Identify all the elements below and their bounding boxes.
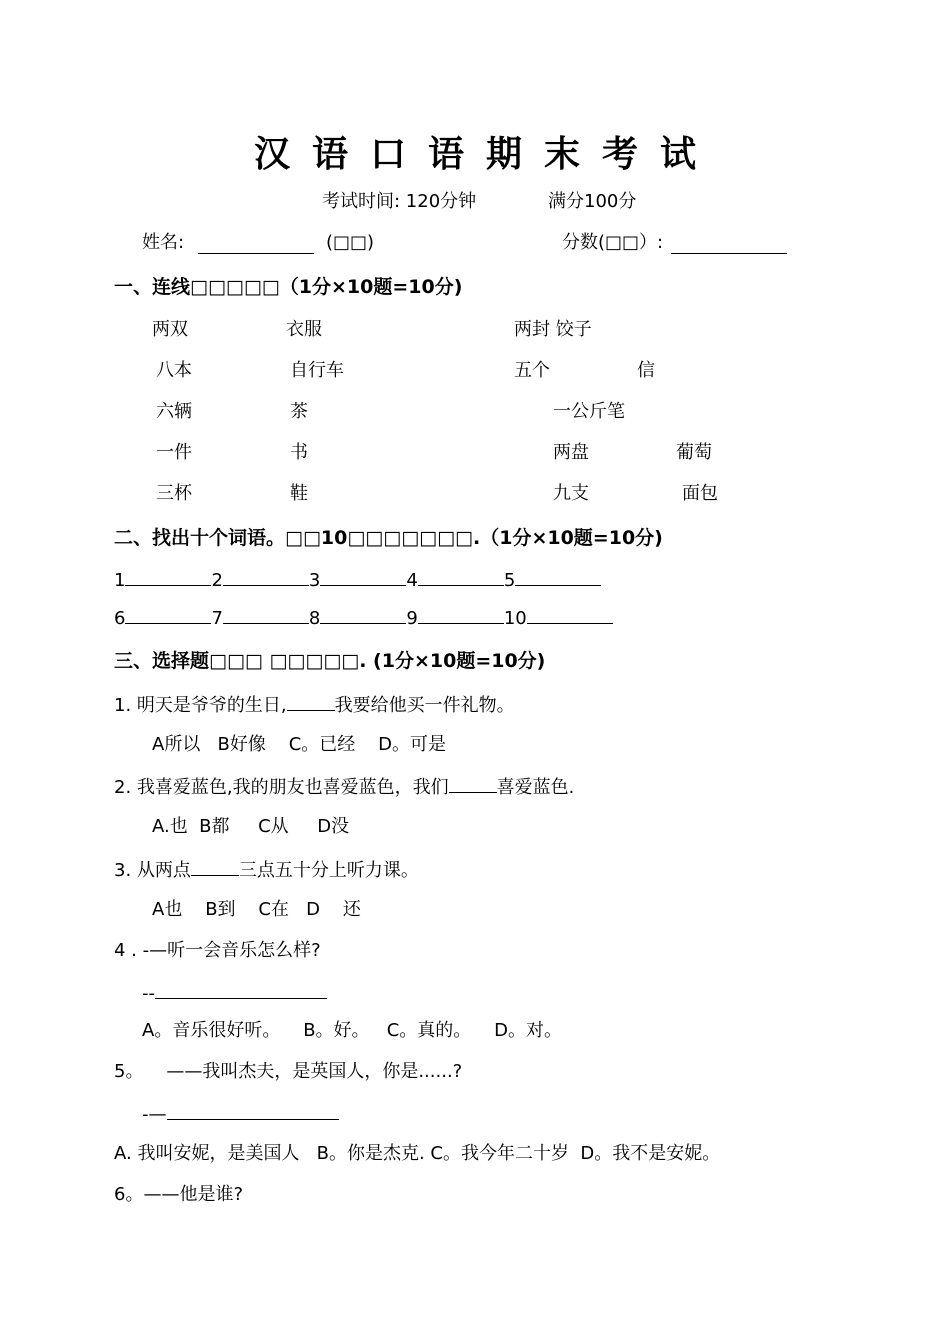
match-left-a: 六辆	[156, 401, 192, 422]
question-4: 4 . -—听一会音乐怎么样?	[114, 940, 321, 961]
match-right-b: 面包	[682, 483, 718, 504]
answer-blank	[418, 567, 504, 586]
answer-blank	[191, 857, 239, 876]
match-right-b: 葡萄	[676, 442, 712, 463]
match-right-b: 信	[637, 360, 655, 381]
question-1: 1. 明天是爷爷的生日, 我要给他买一件礼物。	[114, 692, 515, 718]
answer-blank	[223, 567, 309, 586]
score-label: 分数(□□）:	[562, 232, 664, 253]
question-4-options: A。音乐很好听。 B。好。 C。真的。 D。对。	[142, 1020, 563, 1041]
match-left-a: 三杯	[156, 483, 192, 504]
answer-blank	[125, 605, 211, 624]
section2-heading: 二、找出十个词语。□□10□□□□□□□.（1分×10题=10分)	[114, 527, 663, 549]
question-6: 6。——他是谁?	[114, 1184, 244, 1205]
match-left-b: 衣服	[286, 319, 322, 340]
name-label: 姓名:	[142, 232, 185, 253]
answer-blank	[527, 605, 613, 624]
question-5-reply: -—	[142, 1101, 339, 1127]
match-right-a: 一公斤笔	[553, 401, 625, 422]
match-right-a: 五个	[514, 360, 550, 381]
question-5: 5。 ——我叫杰夫，是英国人，你是......?	[114, 1061, 463, 1082]
answer-blank	[515, 567, 601, 586]
match-left-b: 茶	[290, 401, 308, 422]
match-left-a: 一件	[156, 442, 192, 463]
word-blank-row: 6 7 8 9 10	[114, 605, 613, 631]
answer-blank	[320, 605, 406, 624]
match-right-a: 两封 饺子	[514, 319, 592, 340]
name-note: (□□)	[326, 232, 375, 253]
exam-time: 考试时间: 120分钟	[322, 191, 477, 212]
match-left-a: 八本	[156, 360, 192, 381]
answer-blank	[287, 692, 335, 711]
score-blank	[671, 253, 787, 254]
answer-blank	[320, 567, 406, 586]
question-5-options: A. 我叫安妮，是美国人 B。你是杰克. C。我今年二十岁 D。我不是安妮。	[114, 1143, 721, 1164]
answer-blank	[223, 605, 309, 624]
word-blank-row: 1 2 3 4 5	[114, 567, 601, 593]
question-3-options: A也 B到 C在 D 还	[152, 899, 361, 920]
match-left-b: 自行车	[290, 360, 344, 381]
full-score: 满分100分	[548, 191, 637, 212]
answer-blank	[155, 980, 327, 999]
question-3: 3. 从两点 三点五十分上听力课。	[114, 857, 419, 883]
match-left-b: 书	[290, 442, 308, 463]
answer-blank	[167, 1101, 339, 1120]
section3-heading: 三、选择题□□□ □□□□□. (1分×10题=10分)	[114, 650, 546, 672]
question-2: 2. 我喜爱蓝色,我的朋友也喜爱蓝色，我们 喜爱蓝色.	[114, 774, 574, 800]
answer-blank	[418, 605, 504, 624]
exam-title: 汉语口语期末考试	[253, 134, 718, 175]
answer-blank	[125, 567, 211, 586]
match-right-a: 两盘	[553, 442, 589, 463]
section1-heading: 一、连线□□□□□（1分×10题=10分)	[114, 276, 463, 298]
question-2-options: A.也 B都 C从 D没	[152, 816, 350, 837]
match-left-a: 两双	[152, 319, 188, 340]
question-4-reply: --	[142, 980, 327, 1006]
question-1-options: A所以 B好像 C。已经 D。可是	[152, 734, 447, 755]
match-left-b: 鞋	[290, 483, 308, 504]
match-right-a: 九支	[553, 483, 589, 504]
name-blank	[198, 253, 314, 254]
answer-blank	[449, 774, 497, 793]
